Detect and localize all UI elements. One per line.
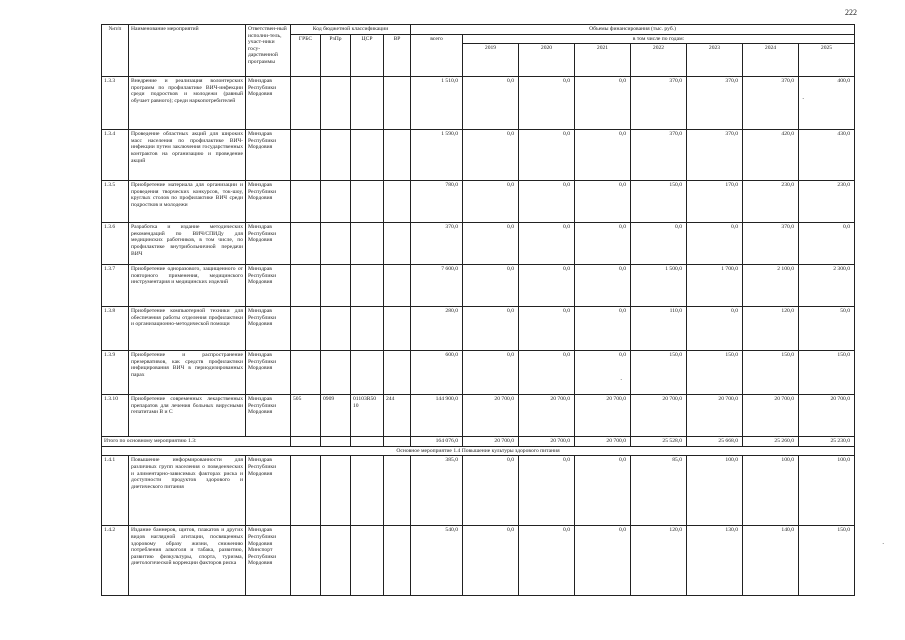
row-total: 144 900,0 (411, 395, 463, 437)
header-total: всего (411, 34, 463, 77)
row-vr (384, 223, 411, 265)
row-vr (384, 181, 411, 223)
row-total: 540,0 (411, 526, 463, 596)
row-measure-name: Приобретение современных лекарственных препаратов для лечения больных вирусными гепатитами В и С (129, 395, 246, 437)
total-empty-code (291, 437, 321, 447)
total-year-value: 25 260,0 (743, 437, 799, 447)
table-row (102, 456, 855, 526)
row-grbs (291, 181, 321, 223)
row-number: 1.3.9 (102, 351, 129, 395)
row-year-value: 100,0 (743, 456, 799, 526)
row-year-value: 0,0 (575, 130, 631, 181)
header-by-years: в том числе по годам: (463, 34, 855, 44)
row-year-value: 0,0 (575, 307, 631, 351)
row-year-value: 20 700,0 (631, 395, 687, 437)
row-measure-name: Приобретение компьютерной техники для обеспечения работы отделения профилактики и организационно-методической помощи (129, 307, 246, 351)
header-budget-code: Код бюджетной классификации (291, 25, 411, 35)
row-year-value: 370,0 (743, 223, 799, 265)
row-number: 1.3.8 (102, 307, 129, 351)
header-year: 2022 (631, 44, 687, 77)
row-year-value: 0,0 (575, 223, 631, 265)
table-row (102, 265, 855, 307)
row-year-value: 0,0 (575, 526, 631, 596)
row-year-value: 370,0 (687, 130, 743, 181)
row-year-value: 0,0 (519, 181, 575, 223)
row-year-value: 420,0 (743, 130, 799, 181)
row-vr (384, 130, 411, 181)
row-year-value: 430,0 (799, 130, 855, 181)
row-total: 600,0 (411, 351, 463, 395)
header-year: 2025 (799, 44, 855, 77)
row-rzpr (321, 307, 351, 351)
row-grbs (291, 130, 321, 181)
row-year-value: 150,0 (743, 351, 799, 395)
row-executor: Минздрав Республики Мордовия (246, 130, 291, 181)
row-year-value: 1 500,0 (631, 265, 687, 307)
section-title: Основное мероприятие 1.4 Повышение культуры здорового питания (102, 446, 855, 456)
row-vr (384, 265, 411, 307)
row-number: 1.4.2 (102, 526, 129, 596)
row-grbs (291, 526, 321, 596)
header-rzpr: РзПр (321, 34, 351, 77)
row-total: 1 590,0 (411, 130, 463, 181)
row-year-value: 0,0 (463, 351, 519, 395)
row-year-value: 20 700,0 (799, 395, 855, 437)
row-vr (384, 456, 411, 526)
row-year-value: 20 700,0 (575, 395, 631, 437)
header-year: 2024 (743, 44, 799, 77)
row-executor: Минздрав Республики Мордовия (246, 307, 291, 351)
row-measure-name: Приобретение материала для организации и проведения творческих конкурсов, ток-шоу, круглых столов по профилактике ВИЧ среди подростков и молодежи (129, 181, 246, 223)
table-row (102, 77, 855, 130)
row-year-value: 50,0 (799, 307, 855, 351)
page-number: 222 (845, 8, 857, 17)
row-number: 1.4.1 (102, 456, 129, 526)
row-rzpr (321, 77, 351, 130)
header-year: 2021 (575, 44, 631, 77)
row-number: 1.3.6 (102, 223, 129, 265)
row-year-value: 100,0 (799, 456, 855, 526)
row-year-value: 0,0 (463, 130, 519, 181)
row-year-value: 20 700,0 (519, 395, 575, 437)
row-year-value: 2 100,0 (743, 265, 799, 307)
header-grbs: ГРБС (291, 34, 321, 77)
header-year: 2020 (519, 44, 575, 77)
row-year-value: 170,0 (687, 181, 743, 223)
row-grbs (291, 351, 321, 395)
row-year-value: 150,0 (799, 351, 855, 395)
row-total: 1 510,0 (411, 77, 463, 130)
row-year-value: 0,0 (575, 181, 631, 223)
row-total: 280,0 (411, 307, 463, 351)
header-year: 2023 (687, 44, 743, 77)
scan-mark: · (882, 540, 885, 548)
row-grbs (291, 77, 321, 130)
total-year-value: 20 700,0 (575, 437, 631, 447)
row-year-value: 0,0 (575, 265, 631, 307)
table-row (102, 395, 855, 437)
row-measure-name: Приобретение и распространение презервативов, как средств профилактики инфицирования ВИЧ в периодизированных парах (129, 351, 246, 395)
row-rzpr (321, 223, 351, 265)
row-csr (351, 456, 384, 526)
row-csr (351, 223, 384, 265)
table-row (102, 526, 855, 596)
row-csr (351, 307, 384, 351)
row-vr (384, 77, 411, 130)
row-executor: Минздрав Республики Мордовия Минспорт Республики Мордовия (246, 526, 291, 596)
row-year-value: 0,0 (519, 456, 575, 526)
row-year-value: 0,0 (687, 223, 743, 265)
row-grbs (291, 307, 321, 351)
row-year-value: 0,0 (519, 526, 575, 596)
table-row (102, 130, 855, 181)
row-year-value: 0,0 (631, 223, 687, 265)
row-csr (351, 130, 384, 181)
row-year-value: 370,0 (631, 77, 687, 130)
row-measure-name: Приобретение одноразового, защищенного от повторного применения, медицинского инструментария и медицинских изделий (129, 265, 246, 307)
row-year-value: 0,0 (575, 351, 631, 395)
header-measure-name: Наименование мероприятий (129, 25, 246, 77)
row-vr (384, 307, 411, 351)
row-year-value: 130,0 (687, 526, 743, 596)
row-measure-name: Издание баннеров, щитов, плакатов и других видов наглядной агитации, посвященных здоровому образу жизни, снижению потребления алкоголя и табака, развитию, развитию физкультуры, спорта, туризма, диетологической коррекции факторов риска (129, 526, 246, 596)
row-year-value: 0,0 (463, 265, 519, 307)
row-number: 1.3.4 (102, 130, 129, 181)
row-year-value: 85,0 (631, 456, 687, 526)
table-row (102, 351, 855, 395)
header-year: 2019 (463, 44, 519, 77)
row-executor: Минздрав Республики Мордовия (246, 223, 291, 265)
row-year-value: 0,0 (575, 456, 631, 526)
row-year-value: 400,0 (799, 77, 855, 130)
header-csr: ЦСР (351, 34, 384, 77)
row-rzpr (321, 351, 351, 395)
row-csr (351, 526, 384, 596)
row-year-value: 0,0 (799, 223, 855, 265)
row-year-value: 0,0 (519, 265, 575, 307)
total-empty-code (384, 437, 411, 447)
row-csr (351, 181, 384, 223)
header-vr: ВР (384, 34, 411, 77)
row-year-value: 370,0 (631, 130, 687, 181)
row-year-value: 2 300,0 (799, 265, 855, 307)
row-total: 780,0 (411, 181, 463, 223)
row-year-value: 0,0 (463, 456, 519, 526)
row-executor: Минздрав Республики Мордовия (246, 181, 291, 223)
row-vr (384, 526, 411, 596)
section-row (102, 446, 855, 456)
total-empty-code (351, 437, 384, 447)
row-grbs (291, 265, 321, 307)
header-number: №п/п (102, 25, 129, 77)
row-vr (384, 351, 411, 395)
header-executor: Ответствен-ный исполни-тель, участ-ники госу-дарственной программы (246, 25, 291, 77)
row-rzpr (321, 265, 351, 307)
row-rzpr (321, 456, 351, 526)
row-year-value: 120,0 (743, 307, 799, 351)
row-year-value: 140,0 (743, 526, 799, 596)
row-executor: Минздрав Республики Мордовия (246, 77, 291, 130)
row-year-value: 120,0 (631, 526, 687, 596)
row-measure-name: Внедрение и реализация волонтерских программ по профилактике ВИЧ-инфекции среди подростков и молодежи (равный обучает равного); среди наркопотребителей (129, 77, 246, 130)
row-year-value: 110,0 (631, 307, 687, 351)
row-year-value: 0,0 (519, 351, 575, 395)
row-year-value: 0,0 (519, 130, 575, 181)
row-number: 1.3.3 (102, 77, 129, 130)
row-year-value: 100,0 (687, 456, 743, 526)
row-measure-name: Разработка и издание методических рекомендаций по ВИЧ/СПИДу для медицинских работников, в том числе, по профилактике внутрибольничной передачи ВИЧ (129, 223, 246, 265)
row-vr: 244 (384, 395, 411, 437)
row-year-value: 0,0 (463, 223, 519, 265)
row-year-value: 0,0 (519, 223, 575, 265)
row-rzpr (321, 130, 351, 181)
row-year-value: 20 700,0 (463, 395, 519, 437)
total-year-value: 25 668,0 (687, 437, 743, 447)
table-row (102, 307, 855, 351)
row-total: 385,0 (411, 456, 463, 526)
row-year-value: 150,0 (687, 351, 743, 395)
row-rzpr: 0909 (321, 395, 351, 437)
row-executor: Минздрав Республики Мордовия (246, 265, 291, 307)
row-year-value: 230,0 (743, 181, 799, 223)
row-year-value: 0,0 (463, 307, 519, 351)
total-year-value: 25 230,0 (799, 437, 855, 447)
total-row (102, 437, 855, 447)
row-grbs: 505 (291, 395, 321, 437)
row-year-value: 0,0 (463, 77, 519, 130)
table-row (102, 223, 855, 265)
row-grbs (291, 456, 321, 526)
row-year-value: 20 700,0 (743, 395, 799, 437)
total-year-value: 25 528,0 (631, 437, 687, 447)
row-year-value: 0,0 (575, 77, 631, 130)
total-year-value: 20 700,0 (519, 437, 575, 447)
row-executor: Минздрав Республики Мордовия (246, 351, 291, 395)
row-year-value: 20 700,0 (687, 395, 743, 437)
row-year-value: 230,0 (799, 181, 855, 223)
row-executor: Минздрав Республики Мордовия (246, 395, 291, 437)
row-year-value: 1 700,0 (687, 265, 743, 307)
row-executor: Минздрав Республики Мордовия (246, 456, 291, 526)
row-total: 370,0 (411, 223, 463, 265)
row-grbs (291, 223, 321, 265)
row-rzpr (321, 526, 351, 596)
row-csr (351, 77, 384, 130)
scan-mark: · (620, 376, 623, 384)
total-empty-code (321, 437, 351, 447)
scan-mark: · (802, 95, 805, 103)
row-year-value: 0,0 (519, 307, 575, 351)
header-financing: Объемы финансирования (тыс. руб.) (411, 25, 855, 35)
row-year-value: 0,0 (463, 181, 519, 223)
row-csr: 01103R50 10 (351, 395, 384, 437)
row-number: 1.3.7 (102, 265, 129, 307)
row-year-value: 150,0 (631, 181, 687, 223)
row-year-value: 0,0 (519, 77, 575, 130)
row-year-value: 370,0 (743, 77, 799, 130)
total-label: Итого по основному мероприятию 1.3: (102, 437, 291, 447)
row-year-value: 150,0 (799, 526, 855, 596)
row-measure-name: Проведение областных акций для широких масс населения по профилактике ВИЧ-инфекции путем заключения государственных контрактов на организацию и проведение акций (129, 130, 246, 181)
row-number: 1.3.10 (102, 395, 129, 437)
row-rzpr (321, 181, 351, 223)
row-csr (351, 351, 384, 395)
row-measure-name: Повышение информированности для различных групп населения о поведенческих и алиментарно-зависимых факторах риска и доступности продуктов здорового и диетического питания (129, 456, 246, 526)
row-year-value: 0,0 (687, 307, 743, 351)
financing-table (101, 24, 855, 596)
table-row (102, 181, 855, 223)
row-year-value: 0,0 (463, 526, 519, 596)
row-year-value: 370,0 (687, 77, 743, 130)
row-total: 7 600,0 (411, 265, 463, 307)
row-year-value: 150,0 (631, 351, 687, 395)
total-sum: 164 076,0 (411, 437, 463, 447)
row-number: 1.3.5 (102, 181, 129, 223)
total-year-value: 20 700,0 (463, 437, 519, 447)
row-csr (351, 265, 384, 307)
